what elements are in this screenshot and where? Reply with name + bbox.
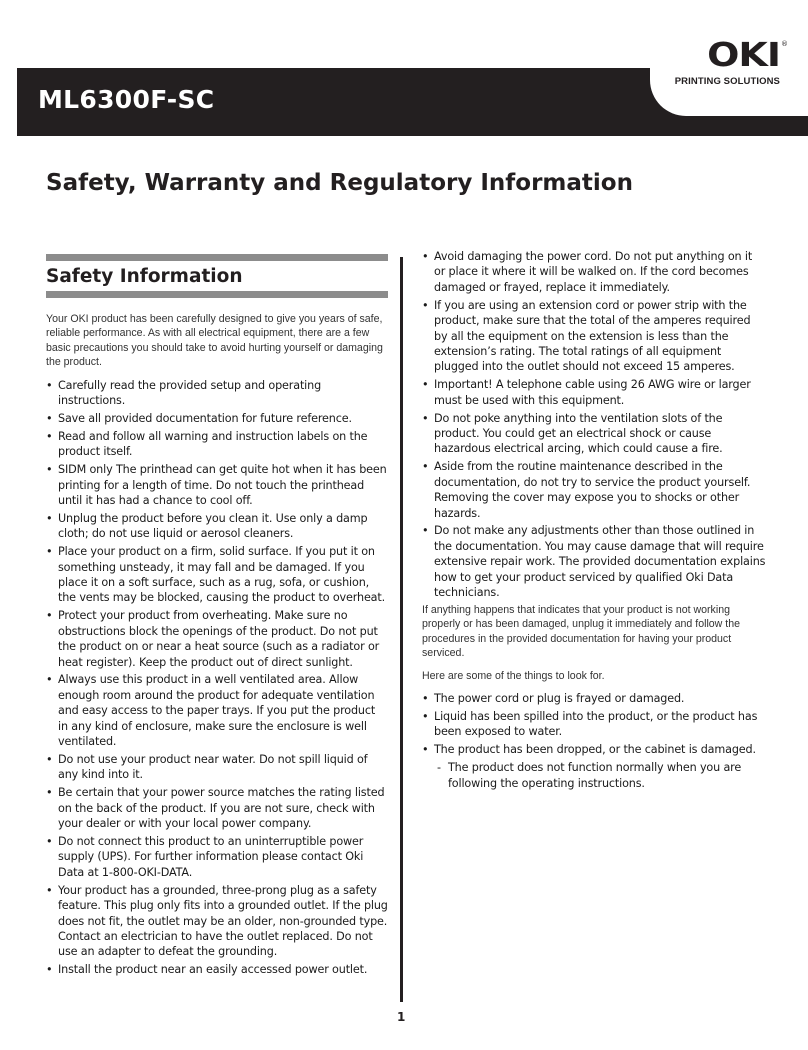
right-bullet-list <box>422 249 766 600</box>
damage-paragraph: If anything happens that indicates that your product is not working properly or has been damaged, unplug it immediately and follow the procedures in the provided documentation for having your product serviced. <box>422 603 741 660</box>
page-number: 1 <box>397 1010 406 1024</box>
list-item: • If you are using an extension cord or power strip with the product, make sure that the total of the amperes required by all the equipment on the extension is less than the extension’s rating. The total ratings of all equipment plugged into the outlet should not exceed 15 amperes. <box>422 298 766 375</box>
look-for-list <box>422 691 766 758</box>
section-heading-bar <box>46 254 388 298</box>
list-item: • Aside from the routine maintenance described in the documentation, do not try to service the product yourself. Removing the cover may expose you to shocks or other hazards. <box>422 459 766 521</box>
list-item: • Do not make any adjustments other than those outlined in the documentation. You may cause damage that will require extensive repair work. The provided documentation explains how to get your product serviced by qualified Oki Data technicians. <box>422 523 766 600</box>
list-item: • Important! A telephone cable using 26 AWG wire or larger must be used with this equipment. <box>422 377 766 408</box>
list-item: • Carefully read the provided setup and operating instructions. <box>46 378 388 409</box>
list-item: • Save all provided documentation for future reference. <box>46 411 388 426</box>
list-item: • Protect your product from overheating. Make sure no obstructions block the openings of the product. Do not put the product on or near a heat source (such as a radiator or heat register). Keep the product out of direct sunlight. <box>46 608 388 670</box>
list-item: • Read and follow all warning and instruction labels on the product itself. <box>46 429 388 460</box>
list-item: • Your product has a grounded, three-prong plug as a safety feature. This plug only fits into a grounded outlet. If the plug does not fit, the outlet may be an older, non-grounded type. Contact an electrician to have the outlet replaced. Do not use an adapter to defeat the grounding. <box>46 883 388 960</box>
page-title: Safety, Warranty and Regulatory Information <box>46 170 633 196</box>
look-for-paragraph: Here are some of the things to look for. <box>422 669 605 682</box>
logo-trademark: ® <box>781 40 788 48</box>
list-item: • Place your product on a firm, solid surface. If you put it on something unsteady, it may fall and be damaged. If you place it on a soft surface, such as a rug, sofa, or cushion, the vents may be blocked, causing the product to overheat. <box>46 544 388 606</box>
column-divider <box>400 257 403 1002</box>
sub-item-text: The product does not function normally when you are following the operating instructions. <box>448 761 742 790</box>
list-item: • SIDM only The printhead can get quite hot when it has been printing for a length of time. Do not touch the printhead until it has had a chance to cool off. <box>46 462 388 508</box>
list-item: • Do not connect this product to an uninterruptible power supply (UPS). For further information please contact Oki Data at 1-800-OKI-DATA. <box>46 834 388 880</box>
list-item: • Do not use your product near water. Do not spill liquid of any kind into it. <box>46 752 388 783</box>
oki-logo <box>674 36 790 90</box>
left-bullet-list <box>46 378 388 978</box>
section-heading: Safety Information <box>46 266 243 287</box>
model-name: ML6300F-SC <box>38 85 215 114</box>
sub-item-dash: - <box>437 761 441 775</box>
list-item: • Avoid damaging the power cord. Do not put anything on it or place it where it will be walked on. If the cord becomes damaged or frayed, replace it immediately. <box>422 249 766 295</box>
list-item: • Always use this product in a well ventilated area. Allow enough room around the product for adequate ventilation and easy access to the paper trays. If you put the product in any kind of enclosure, make sure the enclosure is well ventilated. <box>46 672 388 749</box>
list-item: • The product has been dropped, or the cabinet is damaged. <box>422 742 766 757</box>
intro-paragraph: Your OKI product has been carefully designed to give you years of safe, reliable performance. As with all electrical equipment, there are a few basic precautions you should take to avoid hurting yourself or damaging the product. <box>46 313 383 369</box>
sub-list-item <box>422 760 766 791</box>
list-item: • Be certain that your power source matches the rating listed on the back of the product. If you are not sure, check with your dealer or with your local power company. <box>46 785 388 831</box>
right-column <box>422 249 766 791</box>
left-column <box>46 254 388 980</box>
logo-wordmark: OKI <box>707 36 780 74</box>
list-item: • The power cord or plug is frayed or damaged. <box>422 691 766 706</box>
list-item: • Do not poke anything into the ventilation slots of the product. You could get an electrical shock or cause hazardous electrical arcing, which could cause a fire. <box>422 411 766 457</box>
logo-subtitle: PRINTING SOLUTIONS <box>674 76 780 87</box>
list-item: • Unplug the product before you clean it. Use only a damp cloth; do not use liquid or aerosol cleaners. <box>46 511 388 542</box>
list-item: • Liquid has been spilled into the product, or the product has been exposed to water. <box>422 709 766 740</box>
list-item: • Install the product near an easily accessed power outlet. <box>46 962 388 977</box>
